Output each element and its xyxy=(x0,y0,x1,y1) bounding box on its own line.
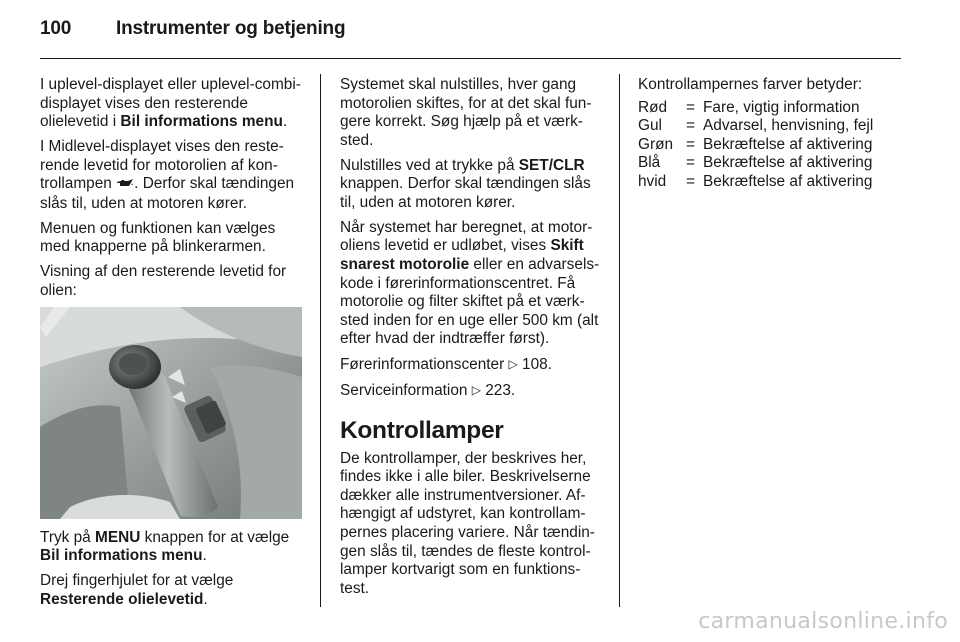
paragraph: Visning af den resterende levetid for olien: xyxy=(40,263,287,299)
color-name: Grøn xyxy=(638,135,674,153)
column-2 xyxy=(340,76,608,605)
paragraph: Menuen og funktionen kan vælges med knapperne på blinkerarmen. xyxy=(40,219,276,256)
cross-reference[interactable]: Førerinformationscenter ▷ 108. xyxy=(340,356,552,374)
turn-signal-stalk-photo xyxy=(40,307,302,519)
menu-term: Resterende olielevetid xyxy=(40,590,204,608)
equals-sign: = xyxy=(686,154,695,172)
color-name: hvid xyxy=(638,172,667,190)
watermark: carmanualsonline.info xyxy=(698,609,948,634)
paragraph: Tryk på MENU knappen for at vælge Bil informations menu. xyxy=(40,528,290,565)
paragraph: Når systemet har beregnet, at motor-oliens levetid er udløbet, vises Skift snarest motorolie eller en advarsels-kode i førerinformationscentret. Få motorolie og filter skiftet på et værk-sted inden for en uge eller 500 km (alt efter hvad der indtræffer først). xyxy=(340,218,600,348)
menu-term: Bil informations menu xyxy=(40,547,203,565)
equals-sign: = xyxy=(686,172,695,190)
table-row xyxy=(638,173,873,192)
color-name: Rød xyxy=(638,98,668,116)
color-name: Blå xyxy=(638,154,661,172)
oil-can-icon xyxy=(116,176,134,195)
reference-arrow-icon: ▷ xyxy=(508,357,518,372)
column-3 xyxy=(638,76,900,192)
paragraph: De kontrollamper, der beskrives her, findes ikke i alle biler. Beskrivelserne dækker alle instrumentversioner. Af-hængigt af udstyret, kan kontrollam-pernes placering variere. Når tændin-gen slås til, tændes de fleste kontrol-lamper kortvarigt som en funktions-test. xyxy=(340,449,595,597)
section-heading: Kontrollamper xyxy=(340,416,504,444)
equals-sign: = xyxy=(686,117,695,135)
equals-sign: = xyxy=(686,135,695,153)
color-name: Gul xyxy=(638,117,662,135)
color-meaning: Advarsel, henvisning, fejl xyxy=(703,117,874,135)
paragraph: Nulstilles ved at trykke på SET/CLR knappen. Derfor skal tændingen slås til, uden at motoren kører. xyxy=(340,156,591,211)
paragraph: I uplevel-displayet eller uplevel-combi-displayet vises den resterende olielevetid i Bil informations menu. xyxy=(40,76,301,131)
table-row xyxy=(638,136,873,155)
reference-arrow-icon: ▷ xyxy=(471,383,481,398)
paragraph: Drej fingerhjulet for at vælge Resterende olielevetid. xyxy=(40,572,234,608)
paragraph: Systemet skal nulstilles, hver gang motorolien skiftes, for at det skal fun-gere korrekt. Søg hjælp på et værk-sted. xyxy=(340,76,592,149)
header-rule xyxy=(40,58,901,59)
table-row xyxy=(638,117,873,136)
color-meaning: Bekræftelse af aktivering xyxy=(703,135,873,153)
color-meaning: Fare, vigtig information xyxy=(703,98,860,116)
color-meaning: Bekræftelse af aktivering xyxy=(703,154,873,172)
column-1 xyxy=(40,76,308,616)
equals-sign: = xyxy=(686,98,695,116)
page-number: 100 xyxy=(40,18,72,39)
lamp-color-table xyxy=(638,99,873,192)
page-title: Instrumenter og betjening xyxy=(116,18,346,39)
menu-button-label: MENU xyxy=(95,528,141,546)
color-meaning: Bekræftelse af aktivering xyxy=(703,172,873,190)
column-divider xyxy=(320,74,321,607)
cross-reference[interactable]: Serviceinformation ▷ 223. xyxy=(340,382,516,400)
paragraph: I Midlevel-displayet vises den reste-rende levetid for motorolien af kon-trollampen . Derfor skal tændingen slås til, uden at motoren kører. xyxy=(40,138,295,212)
table-row xyxy=(638,154,873,173)
column-divider xyxy=(619,74,620,607)
menu-term: Bil informations menu xyxy=(120,113,283,131)
table-row xyxy=(638,99,873,118)
paragraph: Kontrollampernes farver betyder: xyxy=(638,76,863,93)
set-clr-button-label: SET/CLR xyxy=(518,156,585,174)
display-message: Skift snarest motorolie xyxy=(340,237,584,273)
page-header xyxy=(40,18,345,48)
